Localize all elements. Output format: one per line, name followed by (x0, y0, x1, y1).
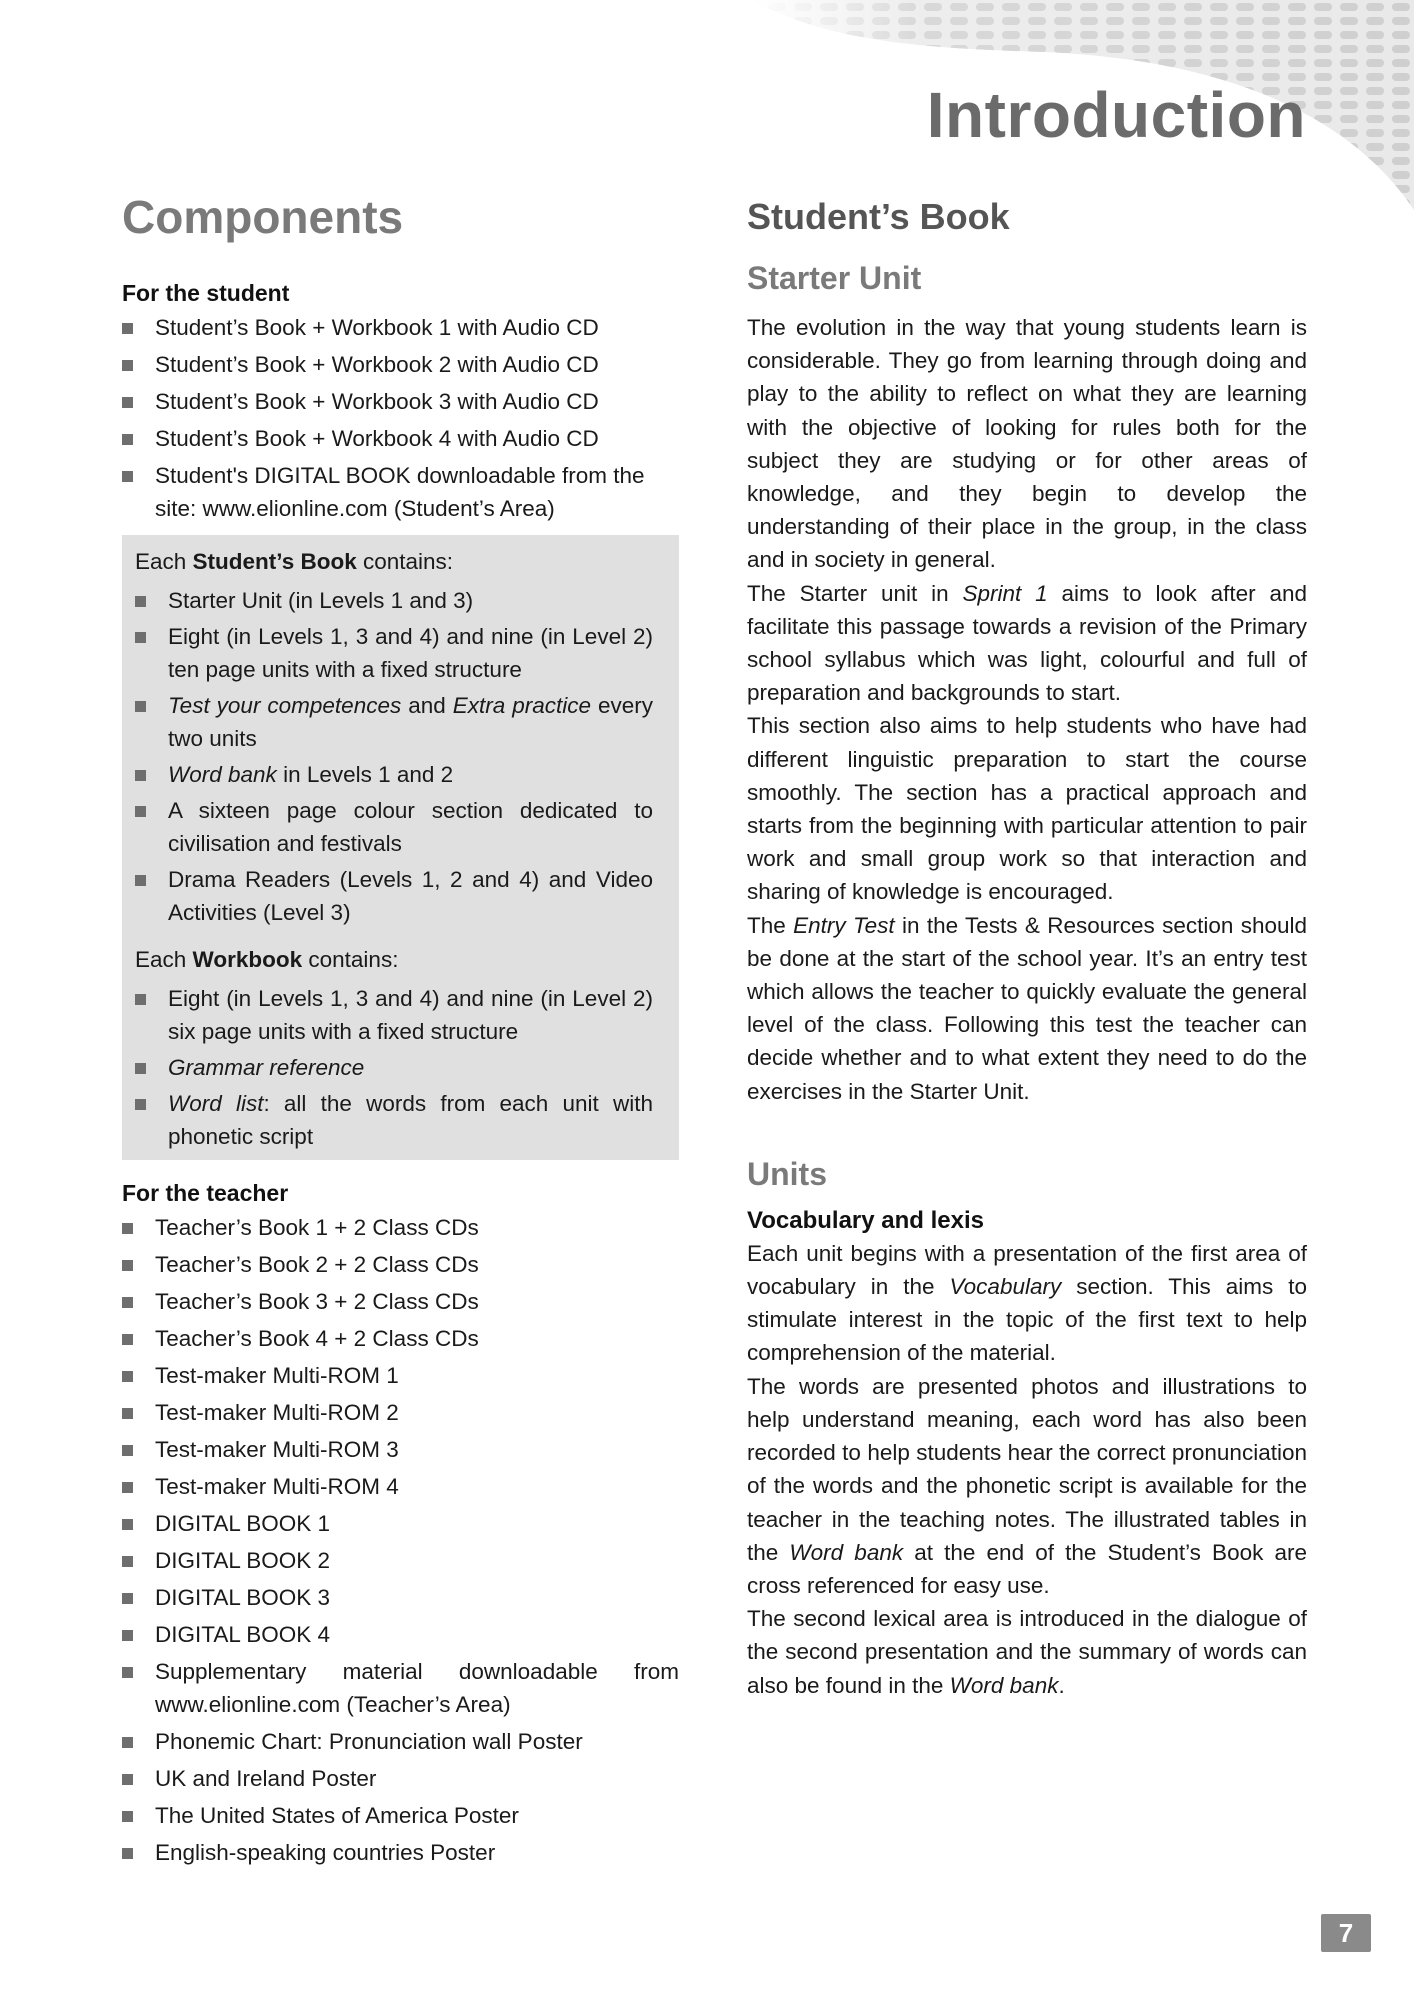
list-item: Teacher’s Book 4 + 2 Class CDs (122, 1322, 679, 1355)
section-spacer (747, 1108, 1307, 1156)
list-item: Eight (in Levels 1, 3 and 4) and nine (in Level 2) ten page units with a fixed structure (135, 620, 653, 686)
list-item: Student’s Book + Workbook 2 with Audio CD (122, 348, 679, 381)
square-bullet-icon (122, 1848, 133, 1859)
list-item: Word list: all the words from each unit with phonetic script (135, 1087, 653, 1153)
components-column (122, 190, 679, 1873)
square-bullet-icon (122, 1297, 133, 1308)
starter-paragraph-1: The evolution in the way that young students learn is considerable. They go from learning through doing and play to the ability to reflect on what they are learning with the objective of looking for rules both for the subject they are studying or for other areas of knowledge, and they begin to develop the understanding of their place in the group, in the class and in society in general. (747, 315, 1307, 573)
list-item: Student’s Book + Workbook 4 with Audio CD (122, 422, 679, 455)
list-item: Starter Unit (in Levels 1 and 3) (135, 584, 653, 617)
students-book-column (747, 190, 1307, 1702)
list-item: Test your competences and Extra practice every two units (135, 689, 653, 755)
square-bullet-icon (135, 1099, 146, 1110)
list-item: Test-maker Multi-ROM 2 (122, 1396, 679, 1429)
square-bullet-icon (135, 806, 146, 817)
list-item: Supplementary material downloadable from www.elionline.com (Teacher’s Area) (122, 1655, 679, 1721)
list-item: Teacher’s Book 1 + 2 Class CDs (122, 1211, 679, 1244)
components-heading: Components (122, 191, 404, 243)
square-bullet-icon (122, 1445, 133, 1456)
list-item: Phonemic Chart: Pronunciation wall Poster (122, 1725, 679, 1758)
vocabulary-lexis-heading: Vocabulary and lexis (747, 1206, 984, 1234)
square-bullet-icon (122, 1593, 133, 1604)
square-bullet-icon (135, 770, 146, 781)
square-bullet-icon (122, 1811, 133, 1822)
list-item: Word bank in Levels 1 and 2 (135, 758, 653, 791)
starter-paragraph-2: The Starter unit in Sprint 1 aims to look after and facilitate this passage towards a revision of the Primary school syllabus which was light, colourful and full of preparation and backgrounds to start. (747, 580, 1307, 706)
square-bullet-icon (135, 632, 146, 643)
square-bullet-icon (135, 701, 146, 712)
square-bullet-icon (122, 1556, 133, 1567)
units-heading: Units (747, 1155, 827, 1192)
page-number: 7 (1321, 1914, 1371, 1952)
square-bullet-icon (122, 323, 133, 334)
student-components-list (122, 311, 679, 525)
starter-paragraph-4: The Entry Test in the Tests & Resources section should be done at the start of the school year. It’s an entry test which allows the teacher to quickly evaluate the general level of the class. Following this test the teacher can decide whether and to what extent they need to do the exercises in the Starter Unit. (747, 912, 1307, 1104)
square-bullet-icon (135, 1063, 146, 1074)
square-bullet-icon (122, 1737, 133, 1748)
square-bullet-icon (122, 471, 133, 482)
square-bullet-icon (122, 360, 133, 371)
square-bullet-icon (122, 1371, 133, 1382)
list-item: Grammar reference (135, 1051, 653, 1084)
workbook-contains: Each Workbook contains: (135, 947, 399, 972)
square-bullet-icon (122, 1519, 133, 1530)
list-item: Teacher’s Book 2 + 2 Class CDs (122, 1248, 679, 1281)
square-bullet-icon (122, 1408, 133, 1419)
square-bullet-icon (135, 994, 146, 1005)
list-item: UK and Ireland Poster (122, 1762, 679, 1795)
list-item: Student’s Book + Workbook 3 with Audio CD (122, 385, 679, 418)
list-item: Drama Readers (Levels 1, 2 and 4) and Video Activities (Level 3) (135, 863, 653, 929)
units-paragraph-1: Each unit begins with a presentation of the first area of vocabulary in the Vocabulary section. This aims to stimulate interest in the topic of the first text to help comprehension of the material. (747, 1240, 1307, 1366)
square-bullet-icon (135, 875, 146, 886)
contents-box (122, 535, 679, 1160)
square-bullet-icon (122, 434, 133, 445)
list-item: Test-maker Multi-ROM 4 (122, 1470, 679, 1503)
square-bullet-icon (122, 397, 133, 408)
list-item: The United States of America Poster (122, 1799, 679, 1832)
teacher-components-list (122, 1211, 679, 1869)
list-item: Student’s Book + Workbook 1 with Audio CD (122, 311, 679, 344)
square-bullet-icon (122, 1630, 133, 1641)
page-title: Introduction (926, 79, 1306, 151)
list-item: Test-maker Multi-ROM 3 (122, 1433, 679, 1466)
square-bullet-icon (122, 1482, 133, 1493)
square-bullet-icon (122, 1334, 133, 1345)
list-item: DIGITAL BOOK 1 (122, 1507, 679, 1540)
list-item: Student's DIGITAL BOOK downloadable from the site: www.elionline.com (Student’s Area) (122, 459, 679, 525)
square-bullet-icon (122, 1260, 133, 1271)
square-bullet-icon (122, 1223, 133, 1234)
for-the-teacher-heading: For the teacher (122, 1180, 289, 1206)
list-item: A sixteen page colour section dedicated to civilisation and festivals (135, 794, 653, 860)
list-item: DIGITAL BOOK 4 (122, 1618, 679, 1651)
students-book-heading: Student’s Book (747, 196, 1010, 237)
starter-paragraph-3: This section also aims to help students who have had different linguistic preparation to start the course smoothly. The section has a practical approach and starts from the beginning with particular attention to pair work and small group work so that interaction and sharing of knowledge is encouraged. (747, 713, 1307, 905)
list-item: DIGITAL BOOK 3 (122, 1581, 679, 1614)
students-book-contents-list (135, 584, 653, 929)
for-the-student-heading: For the student (122, 280, 290, 306)
square-bullet-icon (122, 1774, 133, 1785)
starter-unit-heading: Starter Unit (747, 260, 922, 296)
list-item: Teacher’s Book 3 + 2 Class CDs (122, 1285, 679, 1318)
list-item: Test-maker Multi-ROM 1 (122, 1359, 679, 1392)
square-bullet-icon (122, 1667, 133, 1678)
list-item: DIGITAL BOOK 2 (122, 1544, 679, 1577)
list-item: Eight (in Levels 1, 3 and 4) and nine (in Level 2) six page units with a fixed structure (135, 982, 653, 1048)
students-book-contains: Each Student’s Book contains: (135, 549, 454, 574)
units-paragraph-2: The words are presented photos and illustrations to help understand meaning, each word has also been recorded to help students hear the correct pronunciation of the words and the phonetic script is available for the teacher in the teaching notes. The illustrated tables in the Word bank at the end of the Student’s Book are cross referenced for easy use. (747, 1373, 1307, 1598)
square-bullet-icon (135, 596, 146, 607)
workbook-contents-list (135, 982, 653, 1153)
units-paragraph-3: The second lexical area is introduced in the dialogue of the second presentation and the summary of words can also be found in the Word bank. (747, 1606, 1307, 1698)
list-item: English-speaking countries Poster (122, 1836, 679, 1869)
